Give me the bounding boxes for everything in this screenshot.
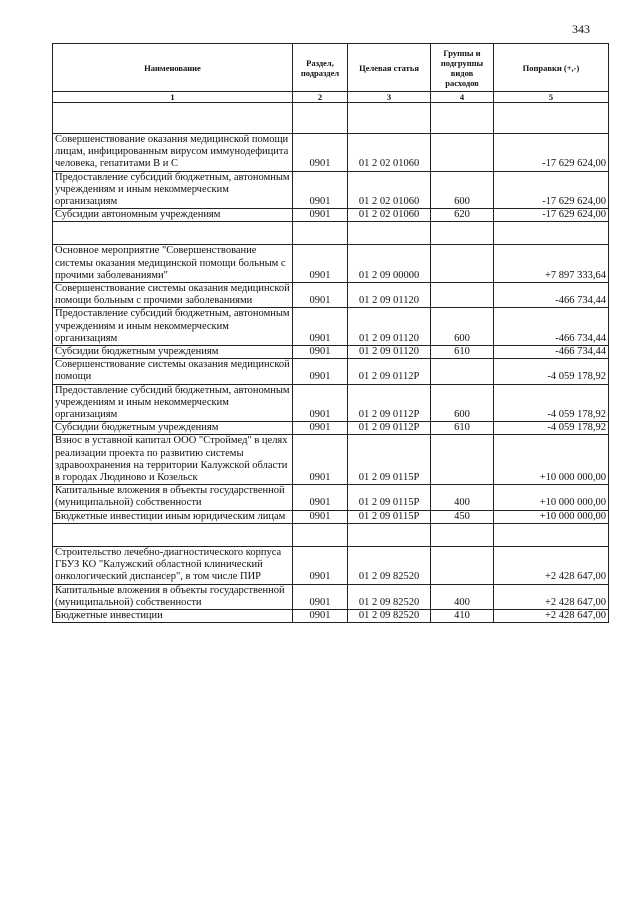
row-name: Предоставление субсидий бюджетным, автономным учреждениям и иным некоммерческим организациям: [53, 384, 293, 422]
row-target: 01 2 09 01120: [348, 346, 431, 359]
row-amount: -17 629 624,00: [494, 171, 609, 209]
row-section: 0901: [293, 346, 348, 359]
table-row: [53, 283, 609, 308]
header-section: Раздел, подраздел: [293, 44, 348, 92]
row-name: Взнос в уставной капитал ООО "Строймед" в целях реализации проекта по развитию системы здравоохранения на территории Калужской области в городах Людиново и Козельск: [53, 435, 293, 485]
row-section: 0901: [293, 209, 348, 222]
page-number: 343: [572, 22, 590, 36]
row-name: Строительство лечебно-диагностического корпуса ГБУЗ КО "Калужский областной клинический онкологический диспансер", в том числе ПИР: [53, 546, 293, 584]
table-row: [53, 422, 609, 435]
row-section: 0901: [293, 308, 348, 346]
row-section: 0901: [293, 245, 348, 283]
row-target: 01 2 09 82520: [348, 584, 431, 609]
row-group: 450: [431, 510, 494, 523]
row-group: [431, 546, 494, 584]
row-target: 01 2 09 0112Р: [348, 422, 431, 435]
row-group: [431, 359, 494, 384]
row-target: 01 2 09 01120: [348, 308, 431, 346]
row-name: Предоставление субсидий бюджетным, автономным учреждениям и иным некоммерческим организациям: [53, 171, 293, 209]
column-number: 2: [293, 92, 348, 103]
row-target: 01 2 09 0112Р: [348, 384, 431, 422]
row-target: 01 2 09 82520: [348, 546, 431, 584]
row-target: 01 2 09 0115Р: [348, 435, 431, 485]
row-group: 600: [431, 171, 494, 209]
row-amount: +10 000 000,00: [494, 435, 609, 485]
row-group: 410: [431, 609, 494, 622]
row-amount: -466 734,44: [494, 346, 609, 359]
row-amount: -466 734,44: [494, 283, 609, 308]
table-row: [53, 584, 609, 609]
table-row: [53, 485, 609, 510]
table-row: [53, 510, 609, 523]
row-section: 0901: [293, 510, 348, 523]
row-name: Предоставление субсидий бюджетным, автономным учреждениям и иным некоммерческим организациям: [53, 308, 293, 346]
row-section: 0901: [293, 609, 348, 622]
row-section: 0901: [293, 171, 348, 209]
row-name: Бюджетные инвестиции иным юридическим лицам: [53, 510, 293, 523]
row-name: Бюджетные инвестиции: [53, 609, 293, 622]
table-row: [53, 609, 609, 622]
row-amount: +10 000 000,00: [494, 510, 609, 523]
row-section: 0901: [293, 359, 348, 384]
row-amount: -4 059 178,92: [494, 422, 609, 435]
column-number: 5: [494, 92, 609, 103]
row-target: 01 2 02 01060: [348, 209, 431, 222]
row-name: Капитальные вложения в объекты государственной (муниципальной) собственности: [53, 485, 293, 510]
table-row: [53, 384, 609, 422]
row-group: 400: [431, 584, 494, 609]
row-amount: -4 059 178,92: [494, 384, 609, 422]
row-group: [431, 435, 494, 485]
row-name: Субсидии автономным учреждениям: [53, 209, 293, 222]
row-section: 0901: [293, 384, 348, 422]
row-section: 0901: [293, 134, 348, 172]
table-row: [53, 435, 609, 485]
row-section: 0901: [293, 283, 348, 308]
row-amount: +2 428 647,00: [494, 584, 609, 609]
row-group: 620: [431, 209, 494, 222]
row-target: 01 2 02 01060: [348, 171, 431, 209]
row-section: 0901: [293, 584, 348, 609]
budget-amendments-table: [52, 43, 609, 623]
row-name: Субсидии бюджетным учреждениям: [53, 346, 293, 359]
column-number-row: [53, 92, 609, 103]
row-group: [431, 134, 494, 172]
row-amount: -466 734,44: [494, 308, 609, 346]
row-section: 0901: [293, 435, 348, 485]
row-target: 01 2 09 0115Р: [348, 485, 431, 510]
row-group: 400: [431, 485, 494, 510]
header-target: Целевая статья: [348, 44, 431, 92]
row-group: 610: [431, 422, 494, 435]
row-name: Совершенствование оказания медицинской помощи лицам, инфицированным вирусом иммунодефицита человека, гепатитами B и C: [53, 134, 293, 172]
column-number: 3: [348, 92, 431, 103]
row-amount: +7 897 333,64: [494, 245, 609, 283]
table-header-row: [53, 44, 609, 92]
table-row: [53, 359, 609, 384]
row-group: 600: [431, 384, 494, 422]
row-name: Совершенствование системы оказания медицинской помощи больным с прочими заболеваниями: [53, 283, 293, 308]
spacer-row: [53, 523, 609, 546]
row-target: 01 2 09 01120: [348, 283, 431, 308]
row-amount: -17 629 624,00: [494, 209, 609, 222]
row-group: 600: [431, 308, 494, 346]
table-row: [53, 134, 609, 172]
row-amount: -4 059 178,92: [494, 359, 609, 384]
table-row: [53, 171, 609, 209]
table-row: [53, 308, 609, 346]
column-number: 1: [53, 92, 293, 103]
header-groups: Группы и подгруппы видов расходов: [431, 44, 494, 92]
row-target: 01 2 02 01060: [348, 134, 431, 172]
row-target: 01 2 09 0115Р: [348, 510, 431, 523]
header-name: Наименование: [53, 44, 293, 92]
table-row: [53, 546, 609, 584]
row-amount: -17 629 624,00: [494, 134, 609, 172]
table-row: [53, 346, 609, 359]
spacer-row: [53, 103, 609, 134]
row-target: 01 2 09 0112Р: [348, 359, 431, 384]
row-name: Совершенствование системы оказания медицинской помощи: [53, 359, 293, 384]
row-name: Капитальные вложения в объекты государственной (муниципальной) собственности: [53, 584, 293, 609]
table-row: [53, 209, 609, 222]
row-group: [431, 245, 494, 283]
row-section: 0901: [293, 422, 348, 435]
row-name: Основное мероприятие "Совершенствование системы оказания медицинской помощи больным с прочими заболеваниями": [53, 245, 293, 283]
spacer-row: [53, 222, 609, 245]
row-section: 0901: [293, 485, 348, 510]
row-target: 01 2 09 00000: [348, 245, 431, 283]
row-amount: +2 428 647,00: [494, 609, 609, 622]
header-amendments: Поправки (+,-): [494, 44, 609, 92]
row-section: 0901: [293, 546, 348, 584]
row-amount: +10 000 000,00: [494, 485, 609, 510]
row-amount: +2 428 647,00: [494, 546, 609, 584]
column-number: 4: [431, 92, 494, 103]
row-target: 01 2 09 82520: [348, 609, 431, 622]
table-row: [53, 245, 609, 283]
row-name: Субсидии бюджетным учреждениям: [53, 422, 293, 435]
row-group: 610: [431, 346, 494, 359]
row-group: [431, 283, 494, 308]
